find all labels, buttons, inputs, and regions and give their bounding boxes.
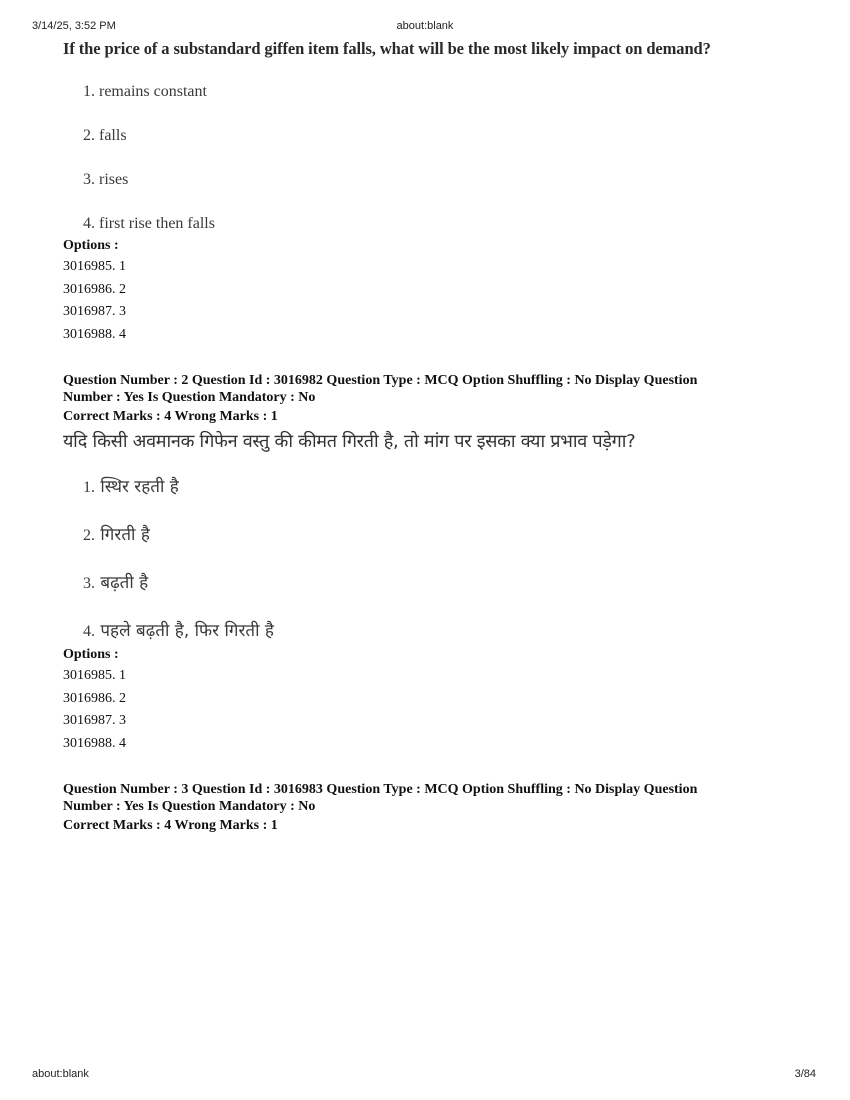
- question-2-option-4-number: 4.: [83, 623, 95, 640]
- print-footer: [0, 1068, 850, 1084]
- question-2-option-1-text: स्थिर रहती है: [100, 477, 179, 497]
- question-2-option-id-4: 3016988. 4: [63, 735, 126, 751]
- question-2-option-3-number: 3.: [83, 575, 95, 592]
- question-1-option-3: 3. rises: [83, 171, 129, 188]
- question-1-option-1: 1. remains constant: [83, 83, 207, 100]
- question-1-text: If the price of a substandard giffen item falls, what will be the most likely impact on demand?: [63, 39, 711, 58]
- print-header: [0, 20, 850, 36]
- question-2-option-2: [63, 524, 803, 547]
- question-2-meta: [63, 372, 803, 406]
- question-3: [63, 781, 803, 836]
- question-3-meta-line-2: Number : Yes Is Question Mandatory : No: [63, 799, 316, 814]
- question-2-meta-line-2: Number : Yes Is Question Mandatory : No: [63, 390, 316, 405]
- question-1-option-id-3: 3016987. 3: [63, 304, 126, 319]
- question-2-option-3-text: बढ़ती है: [100, 573, 149, 593]
- question-1-option-id-4: 3016988. 4: [63, 326, 126, 342]
- question-2-option-3: [63, 572, 803, 595]
- question-1-option-id-2: 3016986. 2: [63, 281, 126, 297]
- question-2-option-id-1: 3016985. 1: [63, 668, 126, 683]
- print-page-number: 3/84: [794, 1068, 816, 1080]
- question-2-option-id-3: 3016987. 3: [63, 713, 126, 728]
- question-2-option-4-text: पहले बढ़ती है, फिर गिरती है: [100, 621, 274, 641]
- question-2-option-2-number: 2.: [83, 527, 95, 544]
- question-2-option-4: [63, 620, 803, 643]
- question-1-option-4: 4. first rise then falls: [83, 215, 215, 232]
- question-2-option-2-text: गिरती है: [100, 525, 150, 545]
- print-datetime: 3/14/25, 3:52 PM: [32, 20, 116, 32]
- print-footer-url: about:blank: [32, 1068, 89, 1080]
- question-3-meta-line-1: Question Number : 3 Question Id : 3016983 Question Type : MCQ Option Shuffling : No Display Question: [63, 782, 698, 797]
- question-2-option-1-number: 1.: [83, 479, 95, 496]
- question-1-options-label: Options :: [63, 238, 119, 253]
- question-2-marks: Correct Marks : 4 Wrong Marks : 1: [63, 409, 278, 424]
- question-2-meta-line-1: Question Number : 2 Question Id : 3016982 Question Type : MCQ Option Shuffling : No Display Question: [63, 373, 698, 388]
- document-content: [63, 38, 803, 836]
- question-1-option-id-1: 3016985. 1: [63, 259, 126, 274]
- question-1-option-2: 2. falls: [83, 127, 127, 144]
- question-2-option-id-2: 3016986. 2: [63, 690, 126, 706]
- question-3-meta: [63, 781, 803, 815]
- question-3-marks: Correct Marks : 4 Wrong Marks : 1: [63, 818, 278, 833]
- question-2: [63, 372, 803, 755]
- question-2-option-1: [63, 476, 803, 499]
- question-2-options-label: Options :: [63, 647, 119, 662]
- print-title: about:blank: [396, 20, 454, 32]
- question-2-text: यदि किसी अवमानक गिफेन वस्तु की कीमत गिरती है, तो मांग पर इसका क्या प्रभाव पड़ेगा?: [63, 431, 636, 452]
- question-1-tail: [63, 38, 803, 346]
